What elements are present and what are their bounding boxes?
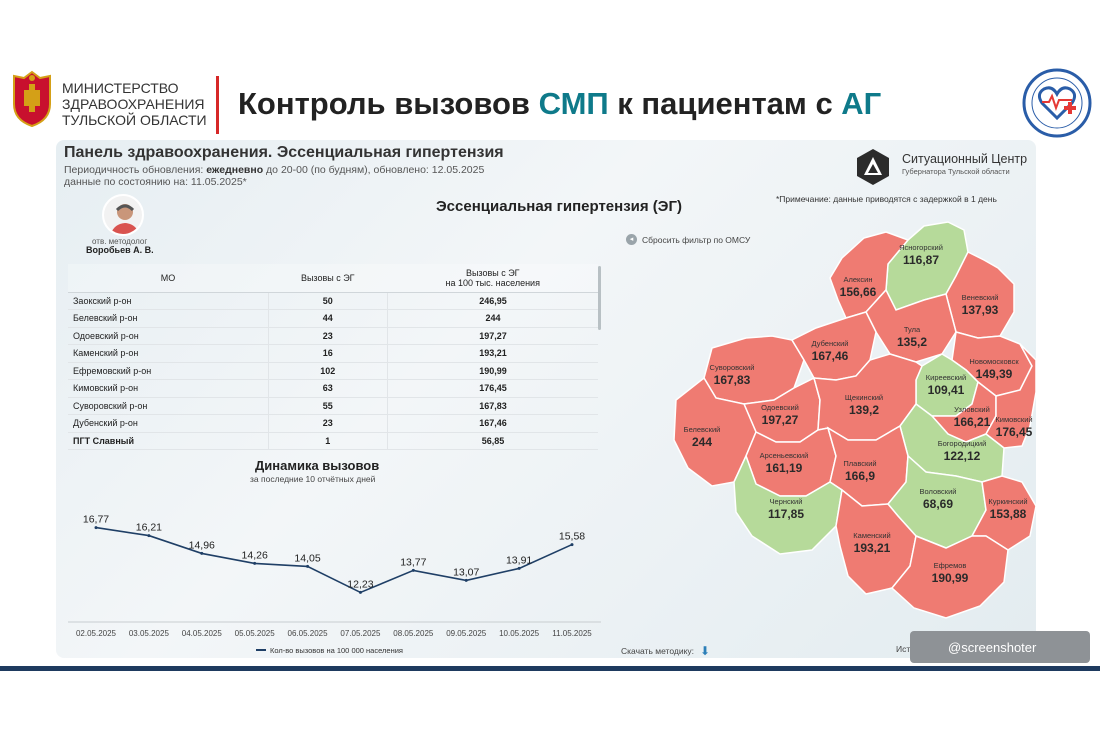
x-tick-label: 03.05.2025 bbox=[128, 629, 169, 638]
header bbox=[0, 60, 1100, 140]
data-point[interactable] bbox=[412, 569, 415, 572]
situation-center-subtitle: Губернатора Тульской области bbox=[902, 167, 1010, 176]
x-tick-label: 05.05.2025 bbox=[234, 629, 275, 638]
download-methodology[interactable] bbox=[621, 644, 710, 658]
region-name-label: Богородицкий bbox=[937, 439, 987, 448]
region-name-label: Веневский bbox=[961, 293, 999, 302]
region-name-label: Дубенский bbox=[811, 339, 849, 348]
table-header-row bbox=[68, 264, 598, 292]
calls-line-chart bbox=[56, 480, 616, 658]
table-scrollbar[interactable] bbox=[598, 266, 601, 330]
region-value-label: 156,66 bbox=[839, 285, 877, 299]
data-label: 12,23 bbox=[347, 578, 374, 591]
x-tick-label: 04.05.2025 bbox=[181, 629, 222, 638]
region-name-label: Киреевский bbox=[925, 373, 967, 382]
data-point[interactable] bbox=[95, 526, 98, 529]
region-value-label: 176,45 bbox=[995, 425, 1033, 439]
table-row[interactable]: Ефремовский р-он 102 190,99 bbox=[68, 362, 598, 380]
situation-center-logo bbox=[856, 148, 890, 186]
data-label: 14,96 bbox=[188, 539, 215, 552]
dashboard-title: Панель здравоохранения. Эссенциальная гипертензия bbox=[64, 144, 504, 161]
download-label: Скачать методику: bbox=[621, 646, 694, 656]
region-value-label: 167,83 bbox=[713, 373, 751, 387]
situation-center-name: Ситуационный Центр bbox=[902, 152, 1028, 166]
download-icon[interactable]: ⬇ bbox=[700, 644, 711, 658]
region-name-label: Одоевский bbox=[761, 403, 799, 412]
data-point[interactable] bbox=[359, 591, 362, 594]
table-row[interactable]: Одоевский р-он 23 197,27 bbox=[68, 327, 598, 345]
data-point[interactable] bbox=[253, 562, 256, 565]
data-delay-note: *Примечание: данные приводятся с задержкой в 1 день bbox=[776, 194, 997, 204]
table-row[interactable]: Заокский р-он 50 246,95 bbox=[68, 292, 598, 310]
data-point[interactable] bbox=[465, 579, 468, 582]
data-point[interactable] bbox=[147, 534, 150, 537]
region-value-label: 122,12 bbox=[943, 449, 981, 463]
region-value-label: 166,9 bbox=[844, 469, 876, 483]
tula-region-map bbox=[616, 220, 1036, 640]
data-label: 13,91 bbox=[505, 554, 533, 567]
x-tick-label: 11.05.2025 bbox=[552, 629, 592, 638]
data-label: 14,26 bbox=[241, 549, 268, 562]
dashboard-update-info: Периодичность обновления: ежедневно до 20-00 (по будням), обновлено: 12.05.2025 данные по состоянию на: 11.05.2025* bbox=[64, 164, 485, 188]
region-name-label: Ясногорский bbox=[899, 243, 943, 252]
screenshoter-watermark: @screenshoter bbox=[910, 631, 1090, 663]
data-point[interactable] bbox=[518, 567, 521, 570]
region-name-label: Воловский bbox=[919, 487, 957, 496]
table-row[interactable]: Белевский р-он 44 244 bbox=[68, 310, 598, 328]
data-label: 16,21 bbox=[135, 521, 163, 534]
region-value-label: 149,39 bbox=[975, 367, 1013, 381]
region-value-label: 109,41 bbox=[927, 383, 965, 397]
page-title: Контроль вызовов СМП к пациентам с АГ bbox=[238, 86, 882, 121]
region-value-label: 161,19 bbox=[765, 461, 803, 475]
region-name-label: Алексин bbox=[843, 275, 873, 284]
table-row[interactable]: Суворовский р-он 55 167,83 bbox=[68, 397, 598, 415]
data-label: 13,07 bbox=[453, 566, 480, 579]
series-line bbox=[96, 528, 572, 593]
region-name-label: Тула bbox=[903, 325, 921, 334]
x-tick-label: 06.05.2025 bbox=[287, 629, 328, 638]
data-point[interactable] bbox=[200, 552, 203, 555]
region-name-label: Плавский bbox=[843, 459, 877, 468]
health-dashboard bbox=[56, 140, 1036, 658]
column-header-calls[interactable]: Вызовы с ЭГ bbox=[268, 264, 388, 292]
cardio-logo bbox=[1022, 68, 1092, 138]
header-divider bbox=[216, 76, 219, 134]
region-value-label: 139,2 bbox=[848, 403, 880, 417]
chart-subtitle: за последние 10 отчётных дней bbox=[250, 474, 376, 484]
table-row[interactable]: ПГТ Славный 1 56,85 bbox=[68, 432, 598, 450]
districts-table bbox=[68, 264, 598, 450]
source-label: Ист bbox=[896, 644, 911, 654]
panel-title: Эссенциальная гипертензия (ЭГ) bbox=[436, 198, 682, 215]
bottom-rule bbox=[0, 666, 1100, 671]
region-name-label: Узловский bbox=[954, 405, 990, 414]
region-name-label: Суворовский bbox=[709, 363, 755, 372]
x-tick-label: 10.05.2025 bbox=[499, 629, 540, 638]
column-header-mo[interactable]: МО bbox=[68, 264, 268, 292]
region-name-label: Каменский bbox=[853, 531, 891, 540]
region-value-label: 166,21 bbox=[953, 415, 991, 429]
region-name-label: Арсеньевский bbox=[759, 451, 809, 460]
region-value-label: 153,88 bbox=[989, 507, 1027, 521]
reset-filter-label: Сбросить фильтр по ОМСУ bbox=[642, 234, 751, 245]
data-label: 13,77 bbox=[400, 556, 427, 569]
table-row[interactable]: Каменский р-он 16 193,21 bbox=[68, 345, 598, 363]
ministry-name: МИНИСТЕРСТВО ЗДРАВООХРАНЕНИЯ ТУЛЬСКОЙ ОБЛАСТИ bbox=[62, 80, 207, 128]
data-label: 14,05 bbox=[294, 552, 321, 565]
data-label: 16,77 bbox=[82, 513, 110, 526]
reset-icon: ◂ bbox=[626, 234, 637, 245]
x-tick-label: 09.05.2025 bbox=[446, 629, 487, 638]
methodologist-name: Воробьев А. В. bbox=[86, 245, 154, 255]
region-name-label: Щекинский bbox=[844, 393, 884, 402]
region-name-label: Кимовский bbox=[995, 415, 1033, 424]
region-value-label: 244 bbox=[691, 435, 713, 449]
data-point[interactable] bbox=[571, 543, 574, 546]
region-value-label: 116,87 bbox=[902, 253, 940, 267]
region-value-label: 135,2 bbox=[896, 335, 928, 349]
tula-crest-logo bbox=[10, 70, 54, 128]
region-name-label: Ефремов bbox=[933, 561, 967, 570]
region-value-label: 197,27 bbox=[761, 413, 799, 427]
x-tick-label: 07.05.2025 bbox=[340, 629, 381, 638]
data-point[interactable] bbox=[306, 565, 309, 568]
region-value-label: 68,69 bbox=[922, 497, 954, 511]
region-value-label: 193,21 bbox=[853, 541, 891, 555]
legend-label: Кол-во вызовов на 100 000 населения bbox=[270, 646, 403, 655]
region-value-label: 190,99 bbox=[931, 571, 969, 585]
methodologist-label: отв. методолог bbox=[92, 237, 148, 246]
region-value-label: 167,46 bbox=[811, 349, 849, 363]
chart-title: Динамика вызовов bbox=[255, 458, 380, 473]
table-row[interactable]: Кимовский р-он 63 176,45 bbox=[68, 380, 598, 398]
region-name-label: Новомосковск bbox=[969, 357, 1019, 366]
methodologist-avatar bbox=[102, 194, 144, 236]
region-name-label: Куркинский bbox=[988, 497, 1028, 506]
region-name-label: Белевский bbox=[683, 425, 721, 434]
region-value-label: 117,85 bbox=[767, 507, 805, 521]
table-row[interactable]: Дубенский р-он 23 167,46 bbox=[68, 415, 598, 433]
x-tick-label: 02.05.2025 bbox=[75, 629, 117, 638]
data-label: 15,58 bbox=[558, 530, 586, 543]
region-value-label: 137,93 bbox=[961, 303, 999, 317]
column-header-rate[interactable]: Вызовы с ЭГ на 100 тыс. населения bbox=[388, 264, 598, 292]
x-tick-label: 08.05.2025 bbox=[393, 629, 434, 638]
region-name-label: Чернский bbox=[769, 497, 803, 506]
